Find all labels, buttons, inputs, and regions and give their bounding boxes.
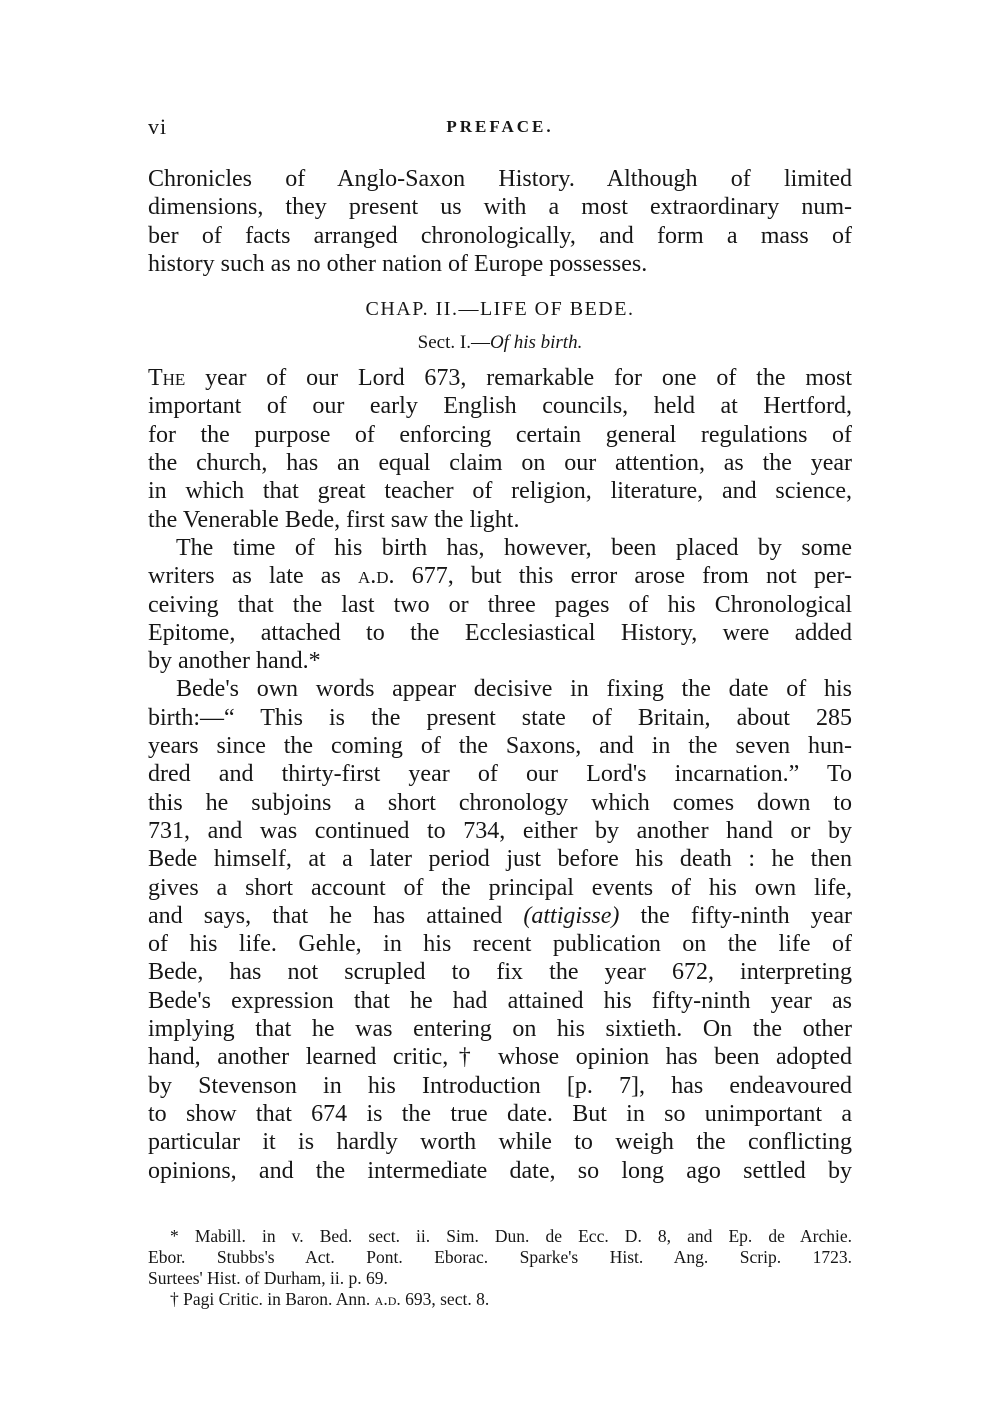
text-line: Bede, has not scrupled to fix the year 672, interpreting	[148, 959, 852, 986]
chapter-title: CHAP. II.—LIFE OF BEDE.	[365, 298, 635, 321]
text-line: dred and thirty-first year of our Lord's incarnation.” To	[148, 761, 852, 788]
paragraph-3	[148, 675, 852, 1184]
section-title	[148, 330, 852, 356]
text-line: Bede's expression that he had attained his fifty-ninth year as	[148, 987, 852, 1014]
running-head: PREFACE.	[446, 117, 554, 136]
text-line: gives a short account of the principal events of his own life,	[148, 874, 852, 901]
text-line: history such as no other nation of Europe possesses.	[148, 250, 648, 277]
latin-term: (attigisse)	[523, 902, 620, 929]
text-line: particular it is hardly worth while to weigh the conflicting	[148, 1129, 852, 1156]
intro-paragraph	[148, 165, 852, 278]
text-line: implying that he was entering on his sixtieth. On the other	[148, 1016, 852, 1043]
text-line: Chronicles of Anglo-Saxon History. Although of limited	[148, 166, 852, 192]
text-line: The time of his birth has, however, been placed by some	[176, 534, 852, 561]
text-line: writers as late as a.d. 677, but this error arose from not per-	[148, 563, 852, 590]
text-line: and says, that he has attained (attigisse) the fifty-ninth year	[148, 902, 853, 929]
text-line: to show that 674 is the true date. But in so unimportant a	[148, 1100, 852, 1127]
section-prefix: Sect. I.—	[417, 332, 490, 354]
text-line: ber of facts arranged chronologically, and form a mass of	[148, 222, 852, 249]
text-line: hand, another learned critic,† whose opinion has been adopted	[148, 1044, 852, 1071]
text-line: Bede himself, at a later period just before his death : he then	[148, 846, 852, 873]
text-line: of his life. Gehle, in his recent publication on the life of	[148, 931, 852, 958]
footnote-line: Surtees' Hist. of Durham, ii. p. 69.	[148, 1268, 388, 1288]
text-line: this he subjoins a short chronology which comes down to	[148, 789, 852, 816]
text-line: opinions, and the intermediate date, so long ago settled by	[148, 1157, 852, 1184]
page-body	[148, 165, 852, 1185]
anno-domini: a.d.	[357, 563, 395, 590]
footnotes	[148, 1226, 852, 1310]
text-line: years since the coming of the Saxons, and in the seven hun-	[148, 733, 852, 760]
text-line: by Stevenson in his Introduction [p. 7], has endeavoured	[148, 1072, 852, 1099]
page-header	[148, 114, 852, 144]
footnote-1	[148, 1226, 852, 1289]
text-line: 731, and was continued to 734, either by another hand or by	[148, 817, 852, 844]
text-line: important of our early English councils, held at Hertford,	[148, 393, 852, 420]
paragraph-1	[148, 364, 852, 534]
footnote-line: Ebor. Stubbs's Act. Pont. Eborac. Sparke's Hist. Ang. Scrip. 1723.	[148, 1247, 852, 1267]
text-line: in which that great teacher of religion, literature, and science,	[148, 478, 852, 505]
anno-domini: a.d.	[374, 1289, 401, 1309]
page-number: vi	[148, 114, 168, 139]
text-line: dimensions, they present us with a most extraordinary num-	[148, 194, 852, 221]
footnote-2	[148, 1289, 852, 1310]
text-line: the church, has an equal claim on our attention, as the year	[148, 450, 852, 477]
text-line: ceiving that the last two or three pages of his Chronological	[148, 591, 852, 618]
text-line: for the purpose of enforcing certain general regulations of	[148, 421, 852, 448]
paragraph-2	[148, 534, 852, 675]
text-line: the Venerable Bede, first saw the light.	[148, 506, 520, 533]
text-line: birth:—“ This is the present state of Britain, about 285	[148, 704, 852, 731]
text-line: by another hand.*	[148, 648, 321, 675]
text-line: Epitome, attached to the Ecclesiastical History, were added	[148, 619, 852, 646]
footnote-line: † Pagi Critic. in Baron. Ann. a.d. 693, sect. 8.	[170, 1289, 490, 1309]
text-line: Bede's own words appear decisive in fixing the date of his	[176, 676, 852, 703]
section-subtitle: Of his birth.	[489, 332, 583, 354]
text-line: The year of our Lord 673, remarkable for one of the most	[148, 365, 852, 392]
drop-cap-word: The	[148, 365, 186, 392]
footnote-line: * Mabill. in v. Bed. sect. ii. Sim. Dun. de Ecc. D. 8, and Ep. de Archie.	[170, 1226, 852, 1246]
